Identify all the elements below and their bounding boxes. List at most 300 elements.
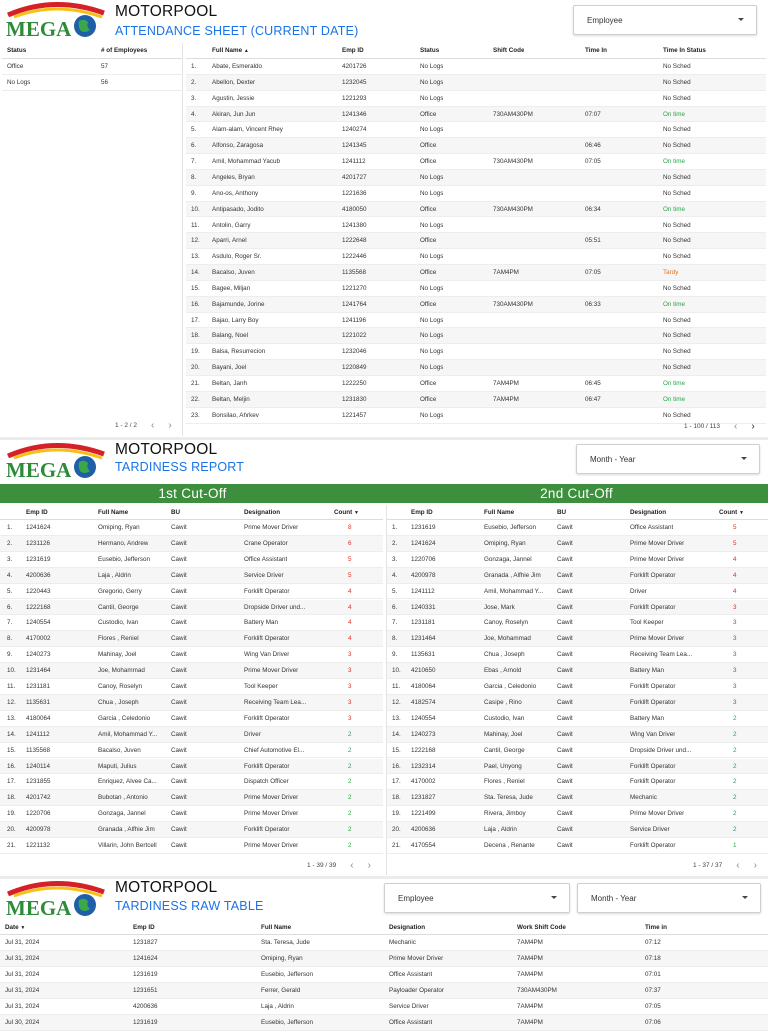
designation-cell: Office Assistant: [244, 555, 288, 563]
time-in-cell: 07:01: [645, 971, 661, 978]
table-row[interactable]: [186, 392, 766, 408]
count-cell: 3: [733, 635, 737, 643]
count-cell: 2: [733, 762, 737, 770]
work-shift-code-cell: 7AM4PM: [517, 1019, 543, 1026]
table-row[interactable]: [186, 59, 766, 75]
status-cell: No Logs: [420, 411, 444, 419]
table-row[interactable]: [387, 552, 768, 568]
emp-id-cell: 1221636: [342, 189, 367, 197]
designation-cell: Forklift Operator: [244, 762, 290, 770]
table-row[interactable]: [186, 265, 766, 281]
full-name-cell: Granada , Alfhie Jim: [98, 826, 155, 834]
count-cell: 2: [348, 842, 352, 849]
table-row[interactable]: [186, 154, 766, 170]
next-page-icon[interactable]: ›: [753, 860, 757, 871]
row-number: 21.: [7, 842, 16, 849]
row-number: 9.: [7, 651, 13, 659]
status-cell: No Logs: [420, 284, 444, 292]
designation-cell: Dispatch Officer: [244, 778, 289, 786]
col-header-date[interactable]: [5, 924, 25, 931]
bu-cell: Cawit: [557, 794, 573, 802]
bu-cell: Cawit: [171, 714, 187, 722]
row-number: 13.: [7, 714, 16, 722]
emp-id-cell: 4201727: [342, 173, 367, 181]
table-row[interactable]: [0, 647, 383, 663]
count-cell: 3: [348, 667, 352, 675]
table-row[interactable]: [0, 568, 383, 584]
full-name-cell: Bonsilao, Ahrkev: [212, 411, 259, 419]
table-row[interactable]: [387, 743, 768, 759]
table-row[interactable]: [387, 806, 768, 822]
table-row[interactable]: [0, 727, 383, 743]
time-in-cell: 07:06: [645, 1019, 661, 1026]
table-row[interactable]: [0, 552, 383, 568]
table-row[interactable]: [0, 790, 383, 806]
time-in-status-cell: No Sched: [663, 364, 691, 372]
designation-cell: Forklift Operator: [630, 571, 676, 579]
designation-cell: Driver: [244, 730, 261, 738]
designation-cell: Dropside Driver und...: [244, 603, 306, 611]
work-shift-code-cell: 7AM4PM: [517, 939, 543, 946]
count-cell: 4: [733, 555, 737, 563]
emp-id-cell: 1241112: [26, 730, 50, 738]
count-cell: 2: [348, 810, 352, 818]
table-row[interactable]: [186, 281, 766, 297]
count-cell: 2: [733, 826, 737, 834]
table-row[interactable]: [186, 344, 766, 360]
table-row[interactable]: [0, 951, 768, 967]
table-row[interactable]: [0, 695, 383, 711]
full-name-cell: Laja , Aldrin: [98, 571, 131, 579]
status-cell: No Logs: [420, 221, 444, 229]
designation-cell: Mechanic: [389, 939, 416, 946]
status-cell: Office: [420, 237, 437, 245]
bu-cell: Cawit: [171, 842, 187, 849]
time-in-status-cell: On time: [663, 158, 686, 166]
bu-cell: Cawit: [557, 651, 573, 659]
col-header-count[interactable]: [334, 509, 359, 516]
table-row[interactable]: [387, 520, 768, 536]
count-cell: 3: [733, 698, 737, 706]
full-name-cell: Omiping, Ryan: [98, 524, 140, 531]
table-row[interactable]: [0, 615, 383, 631]
bu-cell: Cawit: [557, 714, 573, 722]
table-row[interactable]: [387, 631, 768, 647]
table-row[interactable]: [387, 838, 768, 854]
row-number: 3.: [392, 555, 398, 563]
count-cell: 2: [733, 810, 737, 818]
shift-code-cell: 7AM4PM: [493, 269, 519, 277]
row-number: 20.: [7, 826, 16, 834]
emp-id-cell: 1240554: [26, 619, 51, 627]
prev-page-icon[interactable]: ‹: [736, 860, 740, 871]
count-cell: 2: [348, 730, 352, 738]
next-page-icon[interactable]: ›: [168, 420, 172, 431]
full-name-cell: Laja , Aldrin: [261, 1003, 294, 1010]
emp-id-cell: 1220443: [26, 587, 51, 595]
table-row[interactable]: [186, 186, 766, 202]
col-header-time-in[interactable]: Time in: [645, 924, 667, 931]
col-header-emp-id[interactable]: Emp ID: [26, 509, 48, 516]
col-header-bu[interactable]: BU: [557, 509, 567, 516]
status-cell: No Logs: [420, 78, 444, 86]
table-row[interactable]: [387, 679, 768, 695]
designation-cell: Prime Mover Driver: [244, 524, 299, 531]
emp-id-cell: 4201726: [342, 63, 367, 70]
table-row[interactable]: [0, 711, 383, 727]
designation-cell: Forklift Operator: [630, 778, 676, 786]
emp-id-cell: 1220706: [411, 555, 436, 563]
time-in-status-cell: No Sched: [663, 78, 691, 86]
table-row[interactable]: [387, 727, 768, 743]
table-row[interactable]: [387, 584, 768, 600]
designation-cell: Forklift Operator: [630, 683, 676, 690]
full-name-cell: Abate, Esmeraldo: [212, 63, 263, 70]
col-header-full-name[interactable]: Full Name: [98, 509, 129, 516]
table-row[interactable]: [186, 202, 766, 218]
status-cell: No Logs: [420, 63, 444, 70]
table-row[interactable]: [2, 59, 182, 75]
next-page-icon[interactable]: ›: [751, 421, 755, 432]
row-number: 10.: [392, 667, 401, 675]
date-cell: Jul 31, 2024: [5, 955, 40, 962]
bu-cell: Cawit: [557, 762, 573, 770]
bu-cell: Cawit: [557, 778, 573, 786]
designation-cell: Forklift Operator: [244, 826, 290, 834]
prev-page-icon[interactable]: ‹: [734, 421, 738, 432]
full-name-cell: Aparri, Arnel: [212, 237, 247, 245]
table-row[interactable]: [186, 75, 766, 91]
emp-id-cell: 1241345: [342, 142, 367, 150]
col-header-time-in[interactable]: Time In: [585, 47, 607, 54]
row-number: 16.: [7, 762, 16, 770]
emp-id-cell: 4200636: [26, 571, 51, 579]
emp-id-cell: 1231464: [26, 667, 51, 675]
emp-id-cell: 1135631: [26, 698, 51, 706]
bu-cell: Cawit: [557, 842, 573, 849]
count-cell: 4: [348, 603, 352, 611]
table-row[interactable]: [0, 774, 383, 790]
table-row[interactable]: [186, 360, 766, 376]
bu-cell: Cawit: [171, 667, 187, 675]
col-header-work-shift-code[interactable]: Work Shift Code: [517, 924, 566, 931]
month-year-filter-dropdown[interactable]: [577, 883, 761, 913]
bu-cell: Cawit: [557, 619, 573, 627]
row-number: 6.: [7, 603, 13, 611]
row-number: 17.: [392, 778, 401, 786]
table-row[interactable]: [186, 218, 766, 234]
table-row[interactable]: [387, 774, 768, 790]
row-number: 16.: [191, 300, 200, 308]
table-row[interactable]: [0, 838, 383, 854]
table-row[interactable]: [387, 536, 768, 552]
emp-id-cell: 1240274: [342, 126, 367, 134]
shift-code-cell: 730AM430PM: [493, 158, 533, 166]
time-in-cell: 07:05: [645, 1003, 661, 1010]
emp-id-cell: 4182574: [411, 698, 436, 706]
emp-id-cell: 4180064: [26, 714, 51, 722]
employee-filter-dropdown[interactable]: [384, 883, 570, 913]
table-row[interactable]: [186, 107, 766, 123]
emp-id-cell: 4180064: [411, 683, 436, 690]
attendance-pagination: [684, 421, 755, 432]
designation-cell: Prime Mover Driver: [244, 810, 299, 818]
row-number: 23.: [191, 411, 200, 419]
col-header-full-name[interactable]: Full Name: [261, 924, 292, 931]
full-name-cell: Canoy, Roselyn: [98, 683, 142, 690]
emp-id-cell: 1231126: [26, 539, 51, 547]
col-header-emp-id[interactable]: Emp ID: [411, 509, 433, 516]
emp-id-cell: 4200978: [411, 571, 436, 579]
table-row[interactable]: [387, 759, 768, 775]
full-name-cell: Gregorio, Gerry: [98, 587, 142, 595]
full-name-cell: Chua , Joseph: [98, 698, 139, 706]
emp-id-cell: 1135568: [26, 746, 51, 754]
table-row[interactable]: [0, 536, 383, 552]
table-row[interactable]: [0, 679, 383, 695]
emp-id-cell: 1240554: [411, 714, 436, 722]
full-name-cell: Eusebio, Jefferson: [261, 1019, 314, 1026]
time-in-cell: 06:33: [585, 300, 601, 308]
col-header-count[interactable]: [719, 509, 744, 516]
table-row[interactable]: [387, 568, 768, 584]
emp-id-cell: 1231827: [133, 939, 158, 946]
shift-code-cell: 7AM4PM: [493, 380, 519, 387]
status-cell: Office: [420, 269, 437, 277]
second-cutoff-table: [386, 505, 768, 875]
emp-id-cell: 1241624: [411, 539, 436, 547]
date-cell: Jul 31, 2024: [5, 987, 40, 994]
table-row[interactable]: [2, 75, 182, 91]
emp-id-cell: 4170002: [411, 778, 436, 786]
row-number: 12.: [191, 237, 200, 245]
table-row[interactable]: [387, 663, 768, 679]
col-header-shift-code[interactable]: Shift Code: [493, 47, 525, 54]
table-row[interactable]: [0, 1015, 768, 1031]
status-cell: Office: [420, 158, 437, 166]
table-row[interactable]: [387, 790, 768, 806]
month-year-filter-dropdown[interactable]: [576, 444, 760, 474]
status-cell: No Logs: [420, 173, 444, 181]
row-number: 7.: [392, 619, 398, 627]
employee-filter-dropdown[interactable]: [573, 5, 757, 35]
status-cell: No Logs: [420, 364, 444, 372]
table-row[interactable]: [186, 91, 766, 107]
table-row[interactable]: [0, 743, 383, 759]
full-name-cell: Balang, Noel: [212, 332, 249, 340]
designation-cell: Wing Van Driver: [244, 651, 290, 659]
col-header-bu[interactable]: BU: [171, 509, 181, 516]
emp-id-cell: 1221270: [342, 284, 367, 292]
table-row[interactable]: [186, 376, 766, 392]
time-in-cell: 06:45: [585, 380, 601, 387]
emp-id-cell: 1231619: [133, 971, 158, 978]
emp-id-cell: 4180050: [342, 205, 367, 213]
table-row[interactable]: [0, 967, 768, 983]
table-row[interactable]: [186, 328, 766, 344]
emp-id-cell: 1231830: [342, 395, 367, 403]
table-row[interactable]: [186, 138, 766, 154]
next-page-icon[interactable]: ›: [367, 860, 371, 871]
full-name-cell: Omiping, Ryan: [484, 539, 526, 547]
table-row[interactable]: [387, 695, 768, 711]
table-row[interactable]: [0, 806, 383, 822]
designation-cell: Forklift Operator: [244, 587, 290, 595]
table-row[interactable]: [387, 615, 768, 631]
count-cell: 5: [733, 539, 737, 547]
table-row[interactable]: [186, 122, 766, 138]
table-row[interactable]: [387, 600, 768, 616]
designation-cell: Prime Mover Driver: [630, 635, 685, 643]
sort-desc-icon: ▼: [738, 510, 744, 516]
table-row[interactable]: [0, 935, 768, 951]
table-row[interactable]: [0, 983, 768, 999]
time-in-cell: 07:05: [585, 269, 601, 277]
table-row[interactable]: [186, 408, 766, 424]
col-header-emp-id[interactable]: Emp ID: [342, 47, 364, 54]
time-in-status-cell: No Sched: [663, 411, 691, 419]
mega-logo: [4, 880, 108, 916]
col-header-designation[interactable]: Designation: [389, 924, 426, 931]
row-number: 2.: [392, 539, 398, 547]
bu-cell: Cawit: [171, 571, 187, 579]
prev-page-icon[interactable]: ‹: [151, 420, 155, 431]
col-header-emp-id[interactable]: Emp ID: [133, 924, 155, 931]
table-row[interactable]: [186, 249, 766, 265]
emp-id-cell: 4170554: [411, 842, 436, 849]
bu-cell: Cawit: [171, 683, 187, 690]
bu-cell: Cawit: [171, 603, 187, 611]
table-row[interactable]: [186, 170, 766, 186]
count-cell: 5: [348, 571, 352, 579]
designation-cell: Wing Van Driver: [630, 730, 676, 738]
status-cell: Office: [420, 300, 437, 308]
count-cell: 2: [348, 826, 352, 834]
table-row[interactable]: [0, 520, 383, 536]
emp-id-cell: 1222168: [26, 603, 51, 611]
count-header-label: Count: [719, 509, 738, 516]
bu-cell: Cawit: [171, 826, 187, 834]
col-header-status[interactable]: Status: [420, 47, 440, 54]
bu-cell: Cawit: [171, 762, 187, 770]
bu-cell: Cawit: [557, 826, 573, 834]
emp-id-cell: 1241112: [411, 587, 435, 595]
col-header-full-name[interactable]: [212, 47, 249, 54]
table-row[interactable]: [387, 711, 768, 727]
row-number: 7.: [191, 158, 197, 166]
month-year-filter-value: Month - Year: [591, 893, 637, 903]
table-row[interactable]: [0, 631, 383, 647]
full-name-cell: Bayani, Joel: [212, 364, 247, 372]
employee-filter-value: Employee: [587, 15, 623, 25]
emp-id-cell: 1231181: [26, 683, 51, 690]
emp-id-cell: 1222648: [342, 237, 367, 245]
full-name-cell: Jose, Mark: [484, 603, 515, 611]
shift-code-cell: 730AM430PM: [493, 300, 533, 308]
time-in-status-cell: On time: [663, 380, 686, 387]
count-cell: 4: [348, 587, 352, 595]
col-header-designation[interactable]: Designation: [630, 509, 667, 516]
bu-cell: Cawit: [171, 794, 187, 802]
row-number: 20.: [191, 364, 200, 372]
table-row[interactable]: [186, 313, 766, 329]
row-number: 8.: [191, 173, 197, 181]
table-row[interactable]: [0, 822, 383, 838]
second-cutoff-pagination: [693, 860, 757, 871]
full-name-cell: Eusebio, Jefferson: [98, 555, 151, 563]
col-header-status[interactable]: Status: [7, 47, 27, 54]
full-name-cell: Joe, Mohammad: [98, 667, 145, 675]
full-name-cell: Flores , Reniel: [484, 778, 525, 786]
col-header-designation[interactable]: Designation: [244, 509, 281, 516]
full-name-cell: Pael, Unyong: [484, 762, 522, 770]
designation-cell: Office Assistant: [630, 524, 674, 531]
status-cell: No Logs: [7, 79, 31, 86]
row-number: 18.: [191, 332, 200, 340]
status-cell: No Logs: [420, 332, 444, 340]
bu-cell: Cawit: [171, 635, 187, 643]
time-in-status-cell: No Sched: [663, 253, 691, 261]
table-row[interactable]: [0, 584, 383, 600]
designation-cell: Forklift Operator: [244, 714, 290, 722]
row-number: 13.: [392, 714, 401, 722]
col-header-time-in-status[interactable]: Time In Status: [663, 47, 706, 54]
emp-id-cell: 1231855: [26, 778, 51, 786]
tardiness-raw-section: [0, 879, 768, 1024]
time-in-status-cell: Tardy: [663, 269, 679, 277]
bu-cell: Cawit: [171, 539, 187, 547]
full-name-cell: Flores , Reniel: [98, 635, 139, 643]
table-row[interactable]: [0, 759, 383, 775]
count-cell: 2: [733, 778, 737, 786]
full-name-cell: Beltan, Meljin: [212, 395, 250, 403]
status-cell: No Logs: [420, 348, 444, 356]
designation-cell: Prime Mover Driver: [630, 555, 685, 563]
designation-cell: Prime Mover Driver: [389, 955, 444, 962]
bu-cell: Cawit: [171, 555, 187, 563]
time-in-status-cell: No Sched: [663, 332, 691, 340]
count-cell: 2: [733, 746, 737, 754]
caret-down-icon: [738, 18, 744, 21]
table-row[interactable]: [186, 233, 766, 249]
row-number: 12.: [392, 698, 401, 706]
designation-cell: Chief Automotive El...: [244, 746, 305, 754]
month-year-filter-value: Month - Year: [590, 454, 636, 464]
designation-cell: Receiving Team Lea...: [244, 698, 307, 706]
emp-id-cell: 1241346: [342, 110, 367, 118]
table-row[interactable]: [387, 647, 768, 663]
table-row[interactable]: [0, 999, 768, 1015]
table-row[interactable]: [186, 297, 766, 313]
row-number: 6.: [392, 603, 398, 611]
date-cell: Jul 30, 2024: [5, 1019, 40, 1026]
full-name-cell: Rivera, Jimboy: [484, 810, 526, 818]
table-row[interactable]: [0, 600, 383, 616]
col-header-employee-count[interactable]: # of Employees: [101, 47, 148, 54]
full-name-cell: Alam-alam, Vincent Rhey: [212, 126, 283, 134]
emp-id-cell: 1135568: [342, 269, 367, 277]
first-cutoff-header: 1st Cut-Off: [0, 484, 385, 503]
col-header-full-name[interactable]: Full Name: [484, 509, 515, 516]
tardiness-raw-table: [0, 920, 768, 1024]
full-name-cell: Bubotan , Antonio: [98, 794, 148, 802]
table-row[interactable]: [0, 663, 383, 679]
table-row[interactable]: [387, 822, 768, 838]
count-cell: 2: [733, 794, 737, 802]
row-number: 5.: [392, 587, 398, 595]
prev-page-icon[interactable]: ‹: [350, 860, 354, 871]
count-cell: 3: [733, 667, 737, 675]
